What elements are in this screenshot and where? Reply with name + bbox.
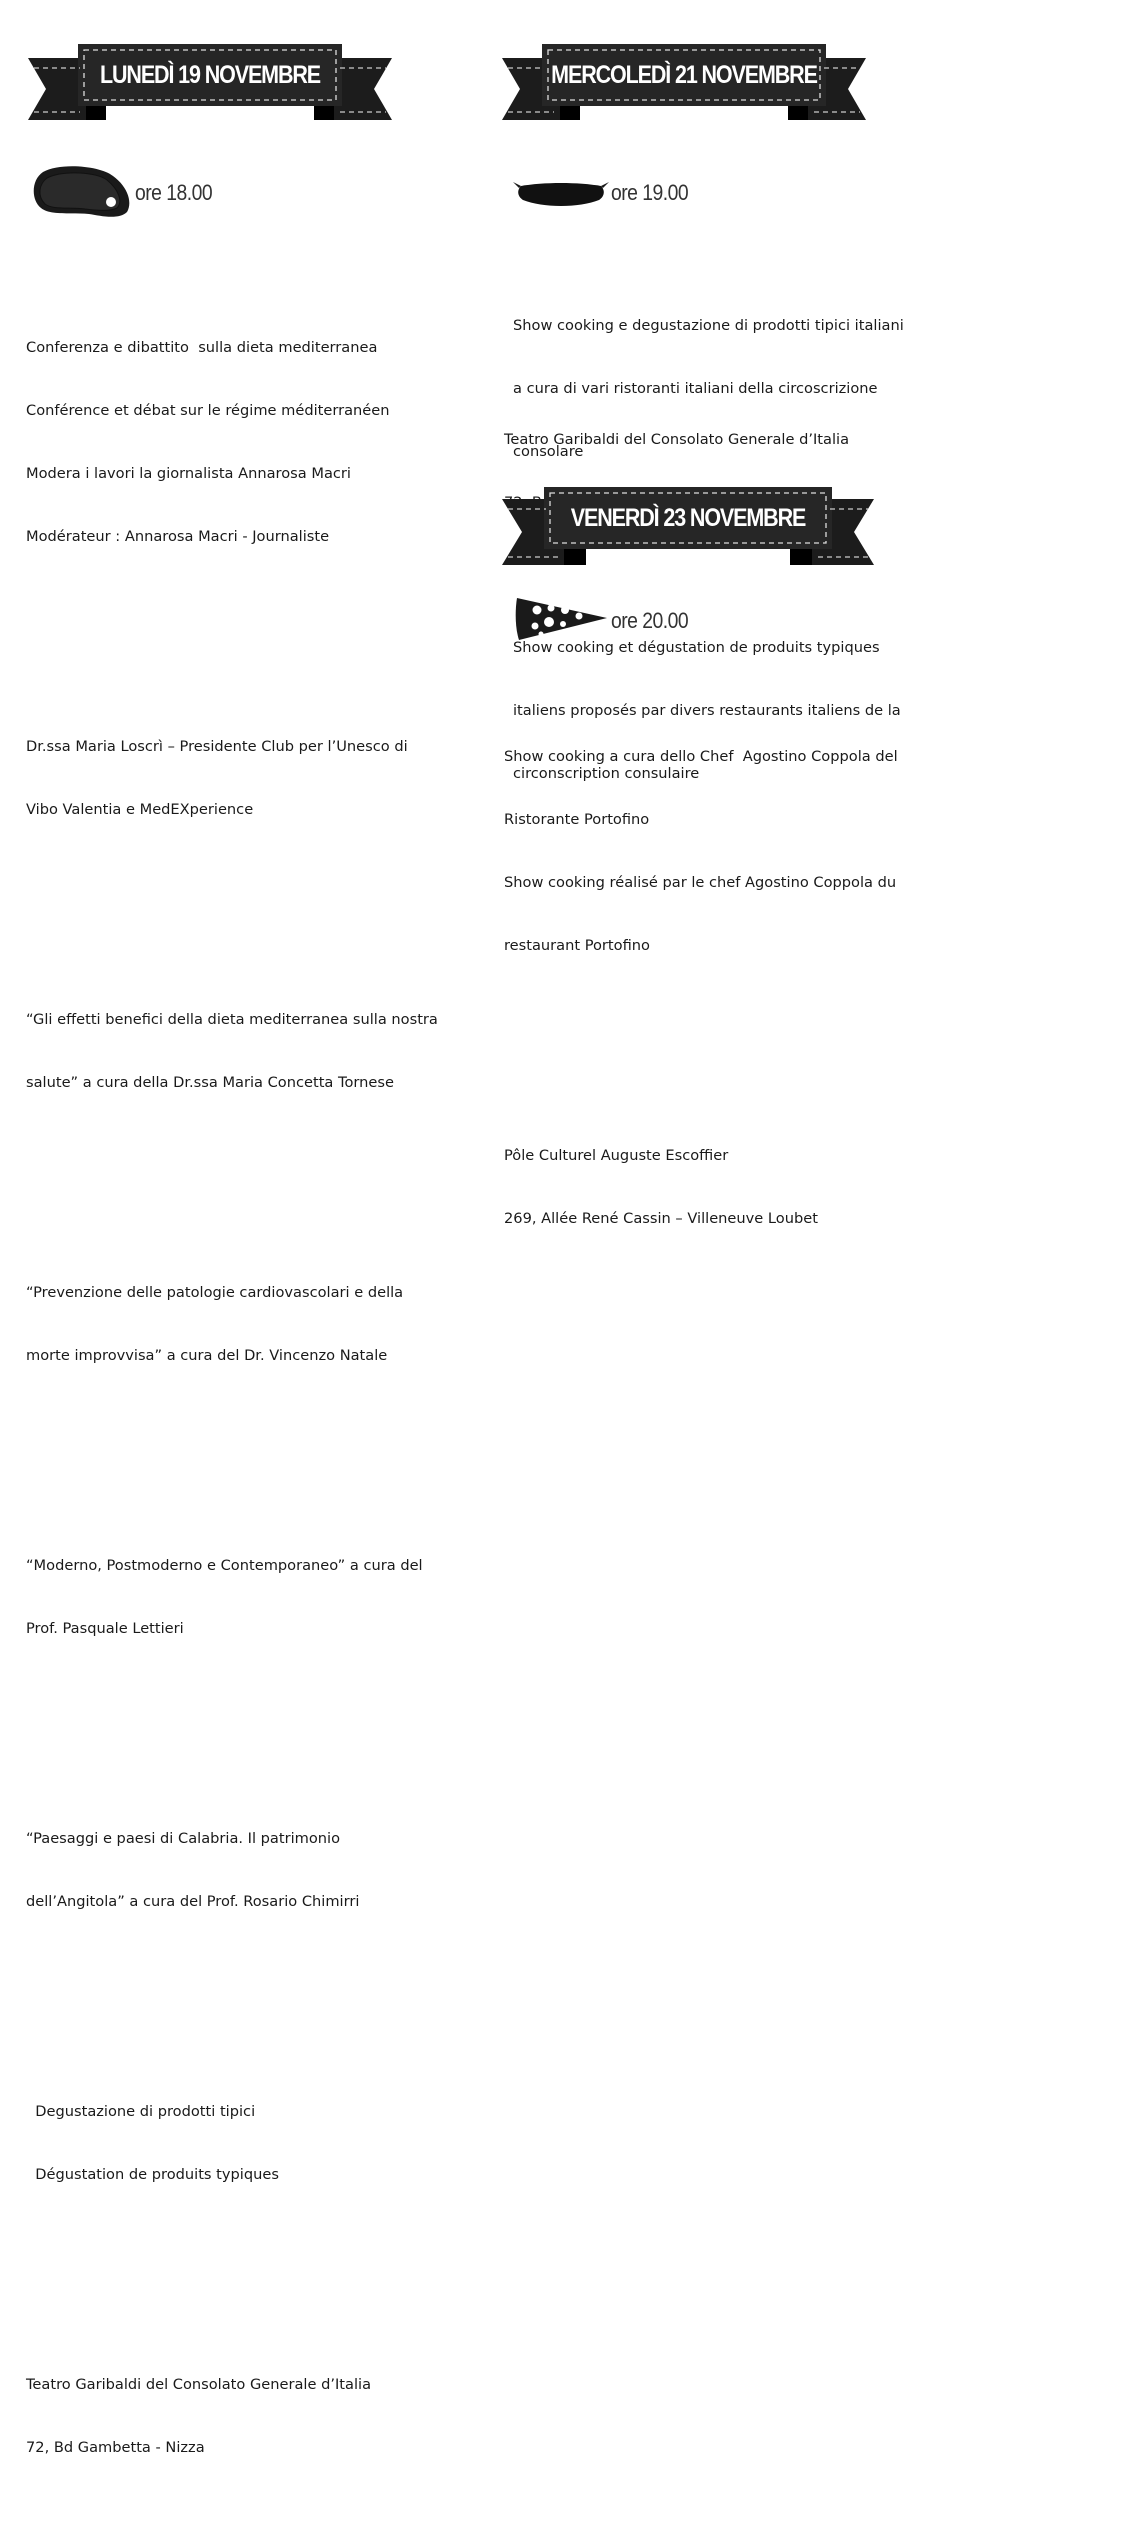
text-line: Modera i lavori la giornalista Annarosa Macri xyxy=(26,465,351,482)
text-line: circonscription consulaire xyxy=(513,765,700,782)
paragraph xyxy=(504,704,898,998)
paragraph xyxy=(504,1103,898,1271)
text-line: Teatro Garibaldi del Consolato Generale d’Italia xyxy=(504,431,850,448)
paragraph xyxy=(26,295,438,589)
paragraph xyxy=(26,1786,438,1954)
day-title: MERCOLEDÌ 21 NOVEMBRE xyxy=(551,60,817,89)
text-line: morte improvvisa” a cura del Dr. Vincenzo Natale xyxy=(26,1347,388,1364)
pizza-slice-icon xyxy=(513,596,609,646)
event-description-monday xyxy=(26,253,438,2521)
event-time: ore 20.00 xyxy=(611,608,689,633)
day-banner-friday xyxy=(502,487,874,565)
text-line: “Prevenzione delle patologie cardiovascolari e della xyxy=(26,1284,404,1301)
text-line: Teatro Garibaldi del Consolato Generale d’Italia xyxy=(26,2376,372,2393)
text-line: Dr.ssa Maria Loscrì – Presidente Club per l’Unesco di xyxy=(26,738,408,755)
event-description-friday xyxy=(504,662,898,1292)
day-title: LUNEDÌ 19 NOVEMBRE xyxy=(100,60,320,89)
text-line: dell’Angitola” a cura del Prof. Rosario Chimirri xyxy=(26,1893,360,1910)
paragraph xyxy=(26,2059,438,2227)
event-time: ore 19.00 xyxy=(611,180,689,205)
paragraph xyxy=(26,967,438,1135)
text-line: Show cooking réalisé par le chef Agostino Coppola du xyxy=(504,874,897,891)
text-line: “Gli effetti benefici della dieta mediterranea sulla nostra xyxy=(26,1011,438,1028)
text-line: Dégustation de produits typiques xyxy=(26,2166,279,2183)
paragraph xyxy=(26,1513,438,1681)
text-line: restaurant Portofino xyxy=(504,937,650,954)
text-line: Show cooking a cura dello Chef Agostino Coppola del xyxy=(504,748,898,765)
text-line: “Paesaggi e paesi di Calabria. Il patrimonio xyxy=(26,1830,341,1847)
text-line: 72, Bd Gambetta - Nizza xyxy=(26,2439,205,2456)
text-line: “Moderno, Postmoderno e Contemporaneo” a cura del xyxy=(26,1557,423,1574)
text-line: 269, Allée René Cassin – Villeneuve Loubet xyxy=(504,1210,818,1227)
day-title: VENERDÌ 23 NOVEMBRE xyxy=(570,503,806,532)
text-line: Prof. Pasquale Lettieri xyxy=(26,1620,184,1637)
day-banner-monday xyxy=(28,44,392,120)
text-line: Conférence et débat sur le régime méditerranéen xyxy=(26,402,390,419)
day-banner-wednesday xyxy=(502,44,866,120)
text-line: Vibo Valentia e MedEXperience xyxy=(26,801,254,818)
text-line: a cura di vari ristoranti italiani della circoscrizione xyxy=(513,380,878,397)
text-line: Show cooking et dégustation de produits typiques xyxy=(513,639,880,656)
text-line: Conferenza e dibattito sulla dieta mediterranea xyxy=(26,339,378,356)
text-line: consolare xyxy=(513,443,584,460)
text-line: Degustazione di prodotti tipici xyxy=(26,2103,256,2120)
text-line: Show cooking e degustazione di prodotti tipici italiani xyxy=(513,317,904,334)
sausage-icon xyxy=(513,176,609,214)
text-line: Pôle Culturel Auguste Escoffier xyxy=(504,1147,729,1164)
paragraph xyxy=(26,1240,438,1408)
text-line: Modérateur : Annarosa Macri - Journaliste xyxy=(26,528,330,545)
text-line: salute” a cura della Dr.ssa Maria Concetta Tornese xyxy=(26,1074,394,1091)
steak-icon xyxy=(31,164,135,224)
paragraph xyxy=(26,694,438,862)
paragraph xyxy=(26,2332,438,2500)
text-line: Ristorante Portofino xyxy=(504,811,650,828)
text-line: italiens proposés par divers restaurants italiens de la xyxy=(513,702,901,719)
event-time: ore 18.00 xyxy=(135,180,213,205)
